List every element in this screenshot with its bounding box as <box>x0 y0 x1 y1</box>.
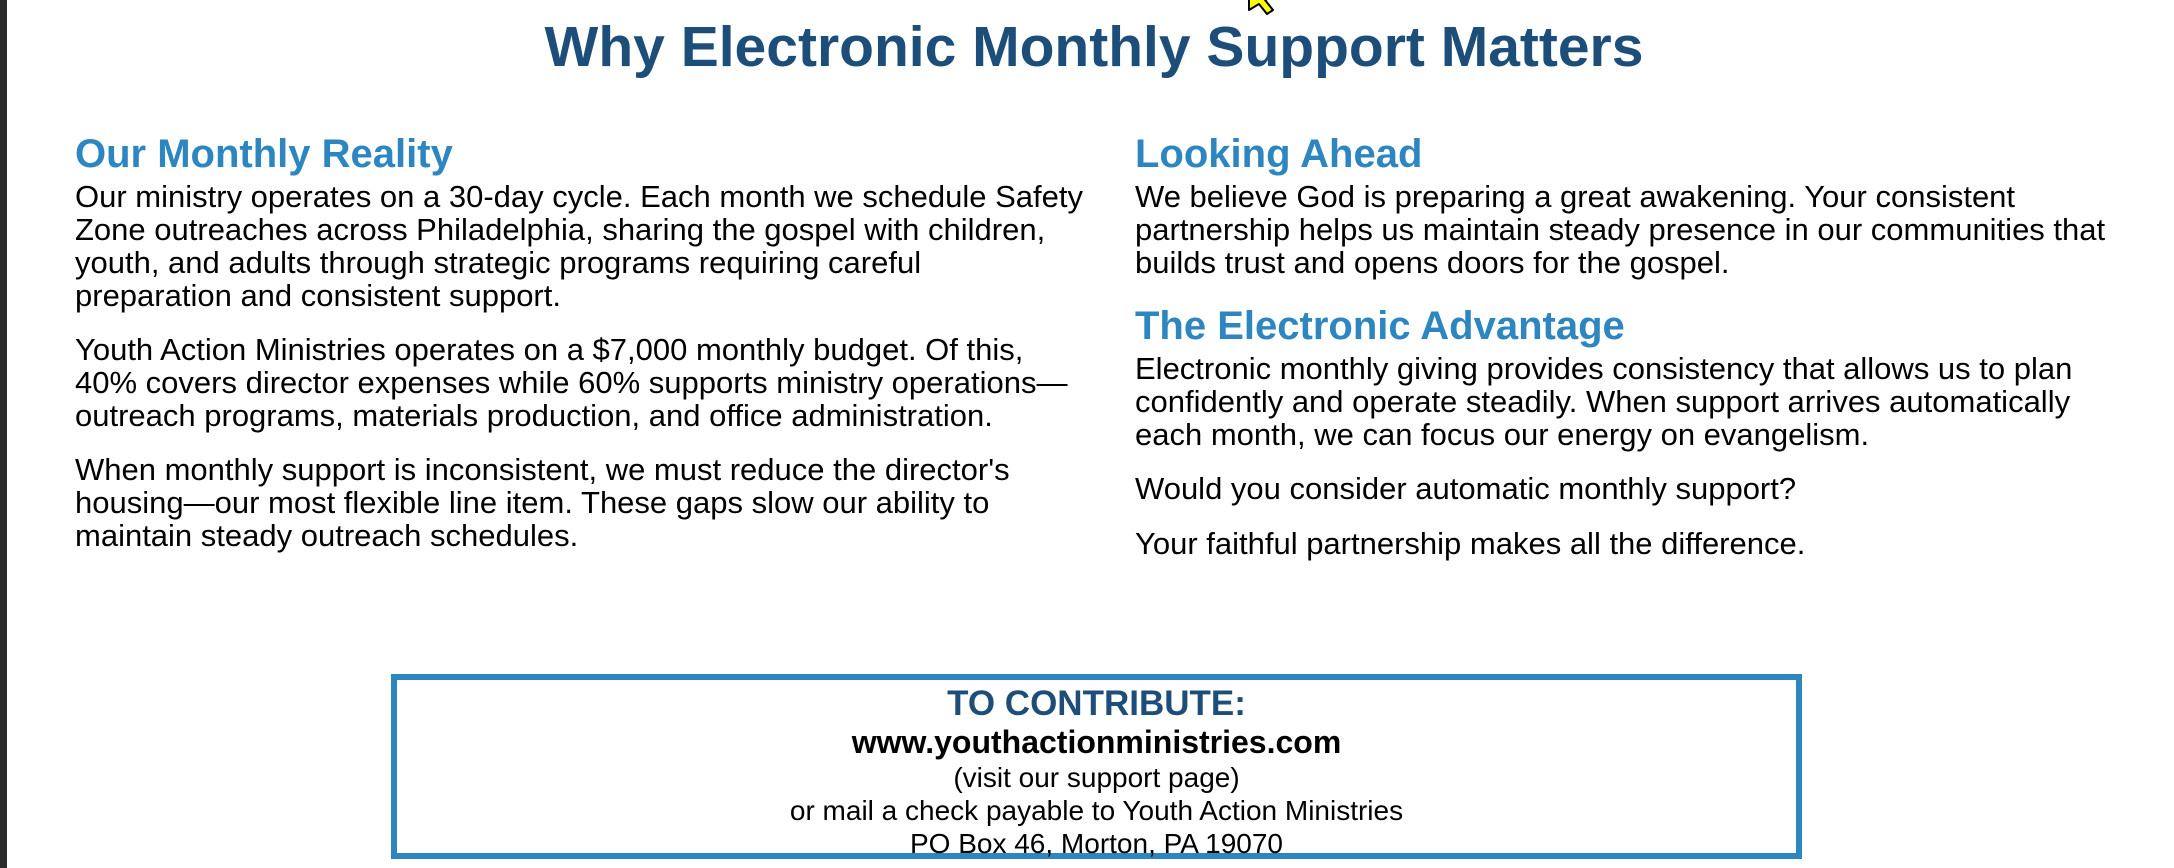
paragraph-electronic-giving: Electronic monthly giving provides consistency that allows us to plan confidently and operate steadily. When support arrives automatically each month, we can focus our energy on evangelism. <box>1135 351 2073 452</box>
mouse-pointer-icon <box>1245 0 1295 34</box>
section-heading-looking-ahead: Looking Ahead <box>1135 132 1423 176</box>
contribute-title: TO CONTRIBUTE: <box>947 684 1246 723</box>
contribute-box <box>391 674 1802 859</box>
contribute-website-link[interactable]: www.youthactionministries.com <box>851 724 1342 760</box>
contribute-mail-line: or mail a check payable to Youth Action Ministries <box>789 795 1404 826</box>
paragraph-automatic-support-question: Would you consider automatic monthly support? <box>1135 471 1797 506</box>
paragraph-faithful-partnership: Your faithful partnership makes all the difference. <box>1135 526 1806 561</box>
page-title: Why Electronic Monthly Support Matters <box>544 15 1644 79</box>
paragraph-inconsistent-support: When monthly support is inconsistent, we must reduce the director's housing—our most flexible line item. These gaps slow our ability to maintain steady outreach schedules. <box>75 452 1010 553</box>
section-heading-electronic-advantage: The Electronic Advantage <box>1135 304 1625 348</box>
contribute-url-note: (visit our support page) <box>953 762 1240 793</box>
paragraph-looking-ahead: We believe God is preparing a great awakening. Your consistent partnership helps us maintain steady presence in our communities that builds trust and opens doors for the gospel. <box>1135 179 2106 280</box>
right-column <box>1135 128 2145 582</box>
contribute-address: PO Box 46, Morton, PA 19070 <box>909 828 1284 859</box>
section-heading-monthly-reality: Our Monthly Reality <box>75 132 453 176</box>
paragraph-monthly-budget: Youth Action Ministries operates on a $7,000 monthly budget. Of this, 40% covers director expenses while 60% supports ministry operations—outreach programs, materials production, and office administration. <box>75 332 1068 433</box>
paragraph-monthly-cycle: Our ministry operates on a 30-day cycle. Each month we schedule Safety Zone outreaches across Philadelphia, sharing the gospel with children, youth, and adults through strategic programs requiring careful preparation and consistent support. <box>75 179 1083 313</box>
left-column <box>75 128 1085 573</box>
